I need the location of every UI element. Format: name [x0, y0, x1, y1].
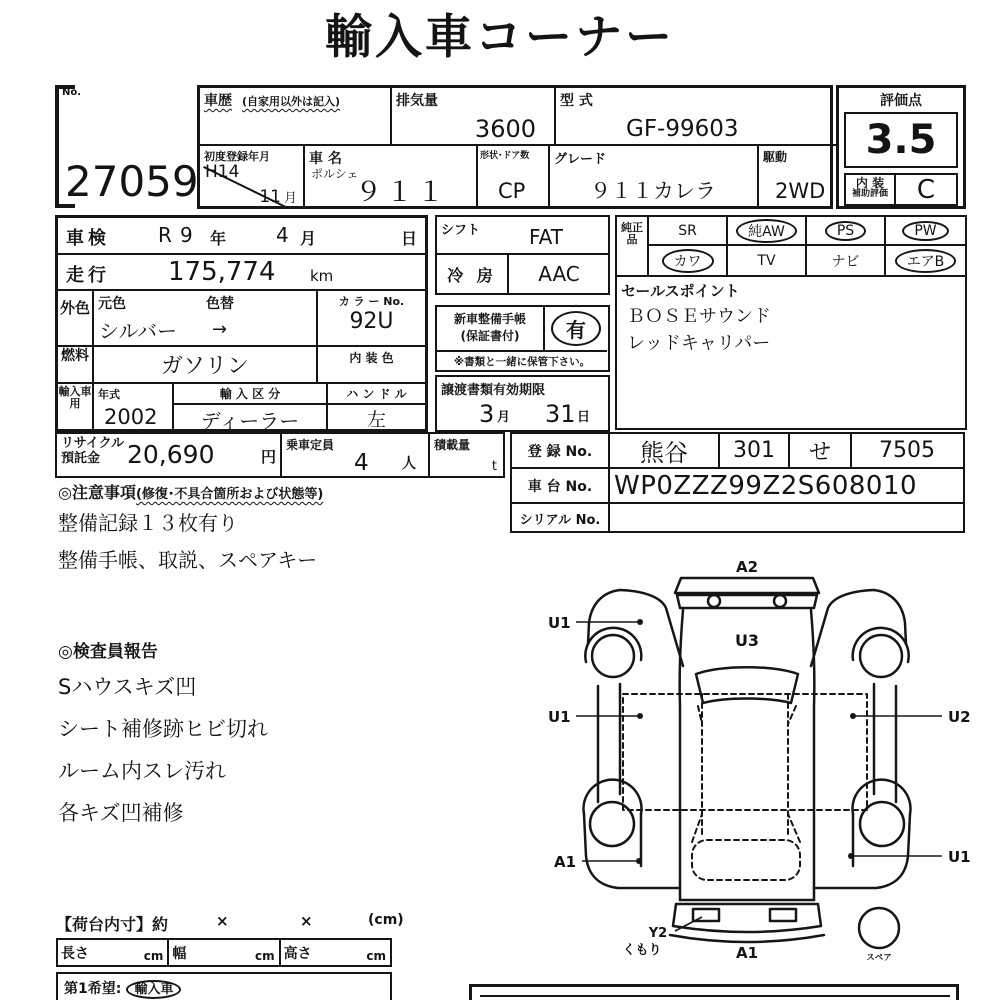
main-left-table: [55, 215, 428, 432]
equipment-item: [728, 217, 807, 246]
cargo-height-label: 高さ: [283, 946, 312, 962]
cautions-heading-note: (修復･不具合箇所および状態等): [135, 487, 324, 502]
spare-tire-circle: [859, 908, 899, 948]
shaken-era: R: [158, 223, 172, 247]
mileage-label: 走行: [66, 265, 110, 286]
shift-cell: [435, 215, 610, 255]
cargo-heading: 【荷台内寸】約: [56, 915, 169, 934]
displacement-value: 3600: [474, 115, 536, 143]
transfer-label: 譲渡書類有効期限: [441, 383, 546, 398]
transfer-day: 31: [545, 400, 576, 428]
displacement-label: 排気量: [396, 93, 438, 109]
equipment-item: [649, 246, 728, 275]
damage-label-u1-front: U1: [548, 614, 571, 632]
score-value: 3.5: [844, 112, 958, 168]
door-panel-outline: [623, 694, 867, 810]
history-label: 車歴: [204, 93, 232, 109]
wiper-dot: [774, 595, 786, 607]
lot-no-label: No.: [62, 87, 82, 98]
fuel-value: ガソリン: [94, 347, 318, 384]
cargo-heading-row: [56, 912, 404, 936]
interior-label-cell: [844, 173, 896, 206]
first-choice-label: 第1希望:: [64, 981, 122, 997]
equipment-item: [807, 217, 886, 246]
equipment-item: [886, 246, 965, 275]
import-class-value: ディーラー: [200, 409, 300, 433]
windshield-shape: [696, 667, 798, 703]
transfer-box: [435, 375, 610, 432]
inspector-heading: ◎検査員報告: [58, 642, 158, 662]
right-rear-wheel: [860, 802, 904, 846]
interior-label-1: 内 装: [855, 176, 885, 190]
ac-row: [435, 255, 610, 295]
chassis-label: 車 台 No.: [512, 469, 610, 502]
color-value: シルバー: [99, 319, 178, 343]
reg-area: 熊谷: [610, 434, 720, 467]
sales-points-box: [615, 277, 967, 430]
front-bumper-shape: [675, 578, 819, 593]
serial-label: シリアル No.: [512, 504, 610, 532]
capacity-label: 乗車定員: [286, 438, 335, 452]
year-type-cell: [94, 384, 174, 429]
reg-number: 7505: [879, 438, 935, 463]
cargo-times-2: ×: [300, 912, 313, 930]
left-rear-wheel-arch: [584, 780, 642, 814]
reg-kana: せ: [790, 434, 852, 467]
leader-dot: [636, 858, 642, 864]
right-front-fender: [811, 590, 874, 666]
capacity-cell: [282, 434, 430, 476]
lot-number: 27059: [65, 157, 199, 206]
shaken-month: 4: [276, 223, 289, 247]
shape-cell: [478, 146, 550, 209]
cargo-width-unit: cm: [255, 949, 275, 963]
equipment-item: [649, 217, 728, 246]
model-code-label: 型 式: [560, 93, 593, 109]
fuel-label: 燃料: [58, 347, 94, 384]
drive-label: 駆動: [763, 150, 788, 164]
top-table: [197, 85, 833, 209]
bracket-line: [55, 85, 59, 208]
history-cell: [200, 88, 392, 146]
model-code-value: GF-99603: [626, 116, 739, 142]
capacity-unit: 人: [402, 456, 416, 472]
equipment-section-label: 純正品: [617, 217, 649, 275]
reg-no-label: 登 録 No.: [512, 434, 610, 467]
import-class-label: 輸 入 区 分: [174, 385, 326, 405]
cargo-dims-table: [56, 938, 392, 967]
orig-color-label: 元色: [98, 296, 126, 312]
leader-dot: [850, 713, 856, 719]
transfer-day-suffix: 日: [577, 410, 591, 425]
equipment-item-label: TV: [757, 252, 776, 269]
score-label: 評価点: [880, 93, 922, 109]
sales-points-label: セールスポイント: [621, 282, 740, 300]
equipment-item-label: カワ: [662, 249, 714, 273]
cargo-width-cell: [169, 940, 280, 965]
ac-value: AAC: [538, 262, 580, 286]
damage-label-u1-right: U1: [948, 848, 971, 866]
score-box: [836, 85, 966, 209]
mileage-row: [58, 255, 425, 291]
capacity-value: 4: [354, 450, 369, 476]
right-front-wheel: [860, 635, 902, 677]
warranty-label-1: 新車整備手帳: [453, 312, 526, 326]
warranty-value-cell: [545, 307, 607, 350]
lot-number-box: [55, 85, 197, 208]
cargo-width-label: 幅: [172, 946, 187, 962]
door-divider-lines: [702, 694, 788, 838]
car-damage-diagram: [530, 556, 1000, 966]
warranty-value: 有: [551, 311, 601, 346]
equipment-item-label: 純AW: [736, 219, 797, 243]
damage-label-u2: U2: [948, 708, 971, 726]
car-name-label: 車 名: [309, 151, 342, 167]
left-rear-quarter: [584, 814, 680, 888]
ext-color-label: 外色: [58, 291, 94, 347]
shift-value: FAT: [529, 225, 564, 249]
equipment-item-label: ナビ: [831, 253, 860, 270]
left-rear-wheel: [590, 802, 634, 846]
grade-label: グレード: [554, 152, 607, 167]
warranty-box: [435, 305, 610, 372]
drive-cell: [759, 146, 836, 209]
load-unit: t: [491, 459, 497, 474]
shift-label: シフト: [441, 223, 481, 238]
reg-no-row: [512, 434, 963, 469]
registration-box: [510, 432, 965, 533]
transfer-month-suffix: 月: [497, 410, 511, 425]
drive-value: 2WD: [775, 179, 826, 203]
damage-label-y2: Y2: [648, 926, 668, 941]
rear-window-outline: [692, 840, 800, 880]
rear-skirt-line: [670, 935, 824, 942]
cargo-length-label: 長さ: [61, 946, 89, 962]
left-front-wheel: [592, 635, 634, 677]
equipment-item-label: SR: [678, 222, 697, 239]
serial-row: [512, 504, 963, 532]
recycle-cell: [57, 434, 282, 476]
cautions-section: [58, 480, 498, 573]
reg-class: 301: [720, 434, 790, 467]
damage-label-y2-note: くもり: [622, 943, 662, 958]
rear-light-right: [770, 909, 796, 921]
shaken-label: 車検: [66, 228, 110, 249]
inspector-line: シート補修跡ヒビ切れ: [58, 717, 268, 741]
model-code-cell: [556, 88, 836, 146]
first-reg-year: H14: [205, 162, 240, 182]
recycle-label-1: リサイクル: [61, 436, 125, 451]
mileage-unit: km: [310, 267, 334, 285]
shaken-row: [58, 218, 425, 255]
month-suffix: 月: [283, 191, 297, 206]
handle-cell: [328, 384, 425, 429]
caution-line: 整備手帳、取説、スペアキー: [58, 548, 318, 572]
mileage-value: 175,774: [168, 257, 276, 287]
grade-cell: [550, 146, 759, 209]
handle-label: ハ ン ド ル: [328, 385, 425, 405]
cargo-height-cell: [281, 940, 390, 965]
equipment-item-label: PW: [902, 221, 948, 241]
damage-label-u3: U3: [734, 631, 760, 650]
color-cell: [94, 291, 318, 347]
cargo-length-cell: [58, 940, 169, 965]
car-name-cell: [305, 146, 478, 209]
damage-label-a1-left: A1: [554, 853, 577, 871]
caution-line: 整備記録１３枚有り: [58, 511, 238, 535]
recycle-value: 20,690: [127, 440, 215, 469]
year-type-value: 2002: [104, 405, 158, 429]
inspector-line: 各キズ凹補修: [58, 801, 184, 825]
interior-score: C: [896, 173, 958, 206]
left-sill-lines: [598, 684, 620, 802]
wiper-dot: [708, 595, 720, 607]
first-reg-month: 11: [259, 187, 281, 207]
inspector-line: ルーム内スレ汚れ: [58, 759, 226, 783]
left-front-fender: [620, 590, 683, 666]
handle-value: 左: [366, 409, 386, 431]
spare-label: スペア: [866, 953, 892, 963]
int-color-cell: [318, 347, 425, 384]
first-choice-box: [56, 972, 392, 1000]
bottom-right-inner-line: [480, 995, 950, 1000]
cargo-height-unit: cm: [366, 949, 386, 963]
recycle-unit: 円: [260, 448, 276, 466]
warranty-note: ※書類と一緒に保管下さい。: [437, 350, 607, 371]
leader-dot: [637, 713, 643, 719]
day-suffix: 日: [400, 229, 417, 248]
equipment-item: [807, 246, 886, 275]
int-color-label: 内 装 色: [349, 351, 394, 365]
first-reg-label: 初度登録年月: [204, 150, 270, 163]
cargo-times-1: ×: [216, 912, 229, 930]
color-no-label: カ ラ ー No.: [338, 295, 405, 308]
year-type-label: 年式: [98, 388, 120, 401]
shape-value: CP: [498, 179, 526, 203]
first-choice-value: 輸入車: [126, 980, 181, 999]
displacement-cell: [392, 88, 556, 146]
car-name-value: ９１１: [355, 177, 448, 208]
cargo-length-unit: cm: [143, 949, 164, 963]
transfer-month: 3: [479, 400, 495, 428]
interior-label-2: 補助評価: [851, 189, 888, 200]
import-use-label: 輸入車用: [58, 384, 94, 429]
sales-point-line: レッドキャリパー: [627, 333, 771, 354]
import-class-cell: [174, 384, 328, 433]
cowl-lines: [677, 595, 817, 608]
color-change-label: 色替: [206, 296, 234, 312]
equipment-item: [886, 217, 965, 246]
color-no-value: 92U: [349, 309, 394, 334]
equipment-grid: [615, 215, 967, 277]
inspector-line: Sハウスキズ凹: [58, 675, 197, 699]
warranty-label-2: (保証書付): [460, 328, 520, 343]
equipment-item-label: エアB: [895, 249, 957, 273]
load-label: 積載量: [434, 438, 471, 452]
bottom-right-box: [469, 984, 959, 1000]
damage-label-a2: A2: [735, 558, 759, 576]
right-rear-wheel-arch: [853, 780, 911, 814]
chassis-value: WP0ZZZ99Z2S608010: [614, 471, 918, 501]
cautions-heading: ◎注意事項: [58, 483, 136, 502]
first-reg-cell: [200, 146, 305, 209]
shaken-month-suffix: 月: [300, 229, 317, 248]
recycle-label-2: 預託金: [61, 450, 101, 466]
right-rear-quarter: [814, 814, 910, 888]
equipment-item-label: PS: [825, 221, 866, 241]
inspector-section: [58, 637, 498, 827]
damage-label-a1-rear: A1: [735, 944, 759, 962]
color-change-arrow: →: [212, 319, 228, 340]
ac-label: 冷 房: [437, 255, 509, 293]
shape-label: 形状･ドア数: [480, 151, 530, 161]
recycle-row: [55, 432, 505, 478]
leader-dot: [848, 853, 854, 859]
equipment-item: [728, 246, 807, 275]
warranty-label-cell: [437, 307, 545, 350]
panel-fold-lines: [692, 706, 800, 842]
history-note: (自家用以外は記入): [242, 95, 341, 108]
grade-value: ９１１カレラ: [590, 179, 716, 203]
right-sill-lines: [874, 684, 896, 802]
color-no-cell: [318, 291, 425, 347]
chassis-row: [512, 469, 963, 504]
body-sides: [680, 610, 815, 900]
shaken-year: 9: [180, 223, 193, 247]
damage-label-u1-door: U1: [548, 708, 571, 726]
maker-name: ポルシェ: [311, 167, 359, 181]
load-cell: [430, 434, 502, 476]
sheet-title: 輸入車コーナー: [325, 10, 675, 65]
sales-point-line: ＢＯＳＥサウンド: [627, 306, 771, 327]
leader-dot: [637, 619, 643, 625]
cargo-unit-note: (cm): [368, 912, 404, 928]
year-suffix: 年: [210, 229, 227, 248]
